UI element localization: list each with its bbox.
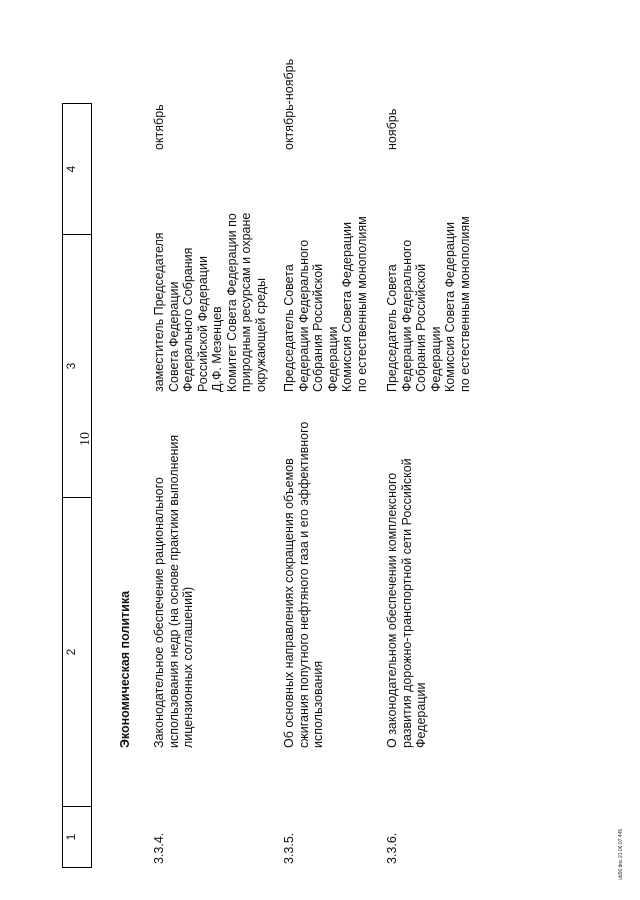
responsible-line: Российской Федерации <box>195 256 210 392</box>
row-number: 3.3.6. <box>385 832 399 864</box>
description-line: использования <box>311 660 325 748</box>
row-responsible <box>152 212 268 392</box>
responsible-line: Федерации Федерального <box>296 239 311 392</box>
description-line: Федерации <box>414 682 428 748</box>
responsible-line: по естественным монополиям <box>354 216 369 392</box>
description-line: Законодательное обеспечение рационального <box>152 477 166 748</box>
row-term: ноябрь <box>385 108 399 150</box>
row-number: 3.3.5. <box>282 832 296 864</box>
responsible-line: Федерации Федерального <box>399 239 414 392</box>
column-header-1: 1 <box>63 807 92 868</box>
section-title: Экономическая политика <box>118 590 132 748</box>
responsible-line: окружающей среды <box>253 277 268 392</box>
row-description <box>152 434 196 748</box>
description-line: Об основных направлениях сокращения объемов <box>282 458 296 748</box>
row-responsible <box>282 212 369 392</box>
column-header-2: 2 <box>63 498 92 807</box>
page-number: 10 <box>78 432 93 446</box>
row-description <box>282 421 326 748</box>
responsible-line: Федерации <box>428 326 443 392</box>
column-header-4: 4 <box>63 104 92 235</box>
row-term: октябрь <box>152 104 166 150</box>
responsible-line: природным ресурсам и охране <box>239 212 253 392</box>
responsible-line: Федерального Собрания <box>181 247 195 392</box>
description-line: использования недр (на основе практики выполнения <box>166 434 181 748</box>
row-description <box>385 458 429 748</box>
responsible-line: Председатель Совета <box>282 264 296 392</box>
responsible-line: заместитель Председателя <box>152 232 166 392</box>
column-header-table <box>62 103 92 868</box>
footer-document-code: ub56.doc 21.06.07 445 <box>618 828 624 880</box>
responsible-line: Собрания Российской <box>311 263 325 392</box>
responsible-line: Совета Федерации <box>166 281 181 392</box>
description-line: развития дорожно-транспортной сети Российской <box>399 458 414 748</box>
description-line: О законодательном обеспечении комплексного <box>385 472 399 748</box>
responsible-line: Комитет Совета Федерации по <box>224 213 239 392</box>
responsible-line: Председатель Совета <box>385 264 399 392</box>
responsible-line: Комиссия Совета Федерации <box>443 221 457 392</box>
responsible-line: Д.Ф. Мезенцев <box>210 306 224 392</box>
row-responsible <box>385 212 472 392</box>
column-header-3: 3 <box>63 235 92 498</box>
row-number: 3.3.4. <box>152 832 166 864</box>
responsible-line: Собрания Российской <box>414 263 428 392</box>
responsible-line: Федерации <box>325 326 340 392</box>
description-line: лицензионных соглашений) <box>181 586 195 748</box>
description-line: сжигания попутного нефтяного газа и его эффективного <box>296 421 311 748</box>
row-term: октябрь-ноябрь <box>282 58 296 150</box>
responsible-line: по естественным монополиям <box>457 216 472 392</box>
responsible-line: Комиссия Совета Федерации <box>340 221 354 392</box>
